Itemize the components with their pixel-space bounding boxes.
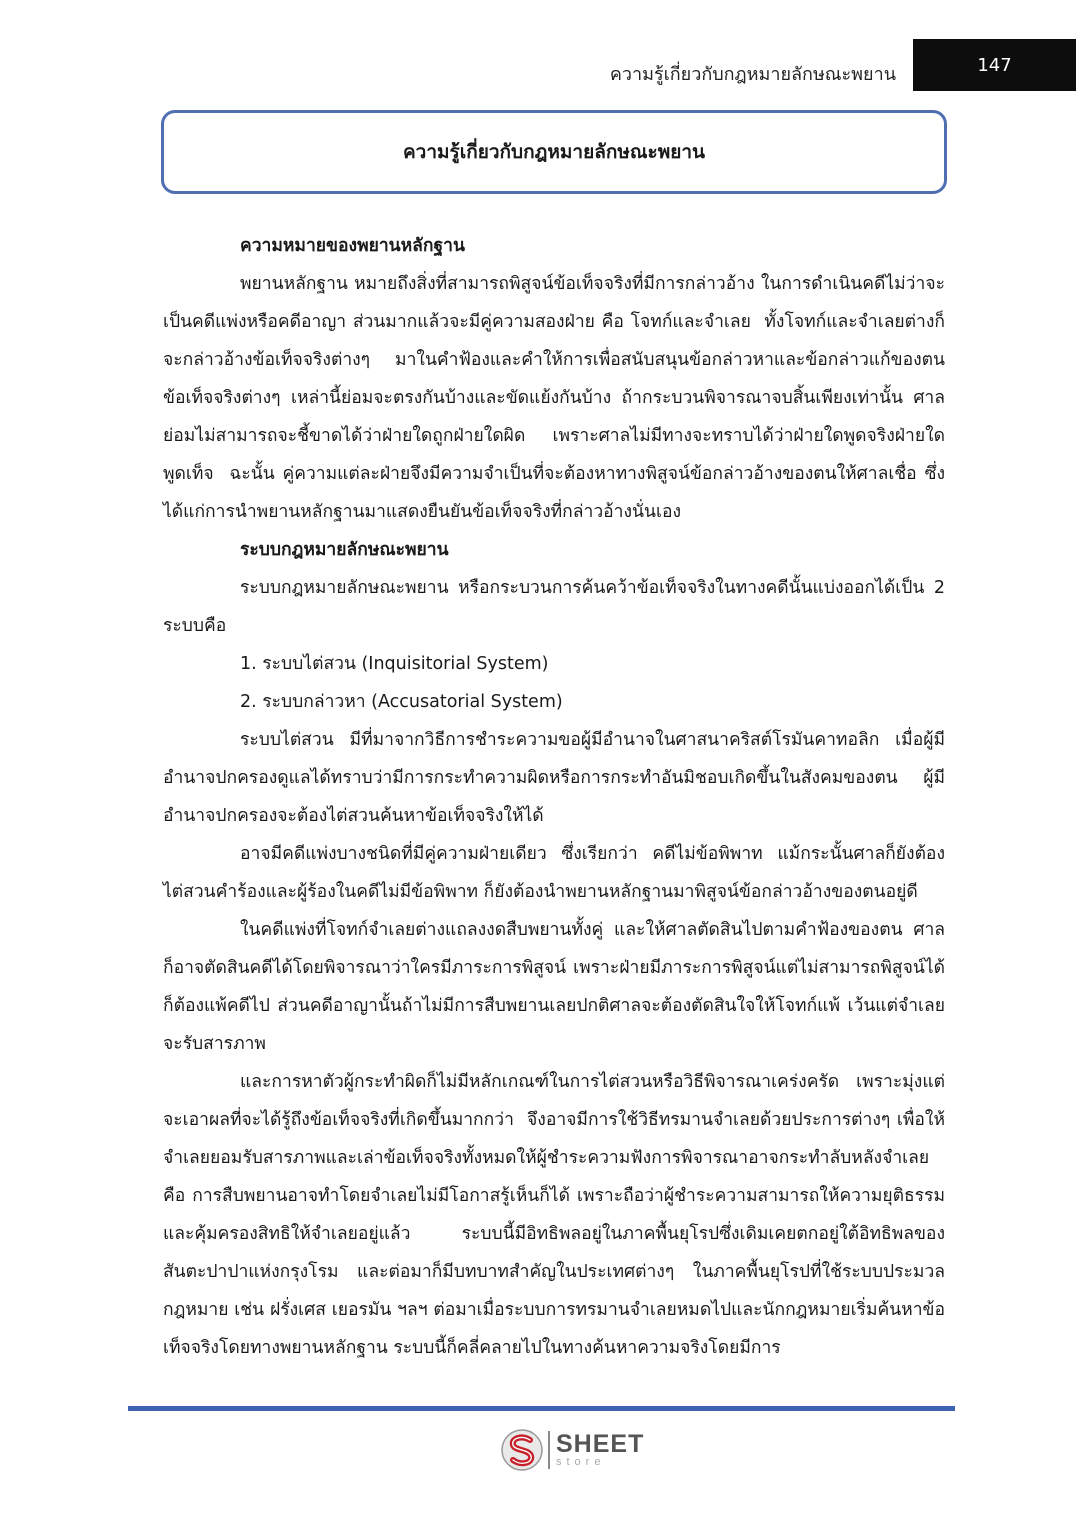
paragraph: ระบบกฎหมายลักษณะพยาน หรือกระบวนการค้นคว้าข้อเท็จจริงในทางคดีนั้นแบ่งออกได้เป็น 2 ระบบคือ xyxy=(163,578,951,636)
paragraph: ระบบไต่สวน มีที่มาจากวิธีการชำระความขอผู้มีอำนาจในศาสนาคริสต์โรมันคาทอลิก เมื่อผู้มีอำนาจปกครองดูแลได้ทราบว่ามีการกระทำความผิดหรือการกระทำอันมิชอบเกิดขึ้นในสังคมของตน ผู้มีอำนาจปกครองจะต้องไต่สวนค้นหาข้อเท็จจริงให้ได้ xyxy=(163,730,945,826)
running-header-title: ความรู้เกี่ยวกับกฎหมายลักษณะพยาน xyxy=(609,64,896,85)
logo-subtext: store xyxy=(556,1456,606,1468)
paragraph: ในคดีแพ่งที่โจทก์จำเลยต่างแถลงงดสืบพยานทั้งคู่ และให้ศาลตัดสินไปตามคำฟ้องของตน ศาลก็อาจตัดสินคดีได้โดยพิจารณาว่าใครมีภาระการพิสูจน์ เพราะฝ่ายมีภาระการพิสูจน์แต่ไม่สามารถพิสูจน์ได้ก็ต้องแพ้คดีไป ส่วนคดีอาญานั้นถ้าไม่มีการสืบพยานเลยปกติศาลจะต้องตัดสินใจให้โจทก์แพ้ เว้นแต่จำเลยจะรับสารภาพ xyxy=(163,920,945,1054)
list-item: 1. ระบบไต่สวน (Inquisitorial System) xyxy=(240,654,549,674)
logo-wordmark: SHEET xyxy=(556,1430,645,1458)
section-heading: ความหมายของพยานหลักฐาน xyxy=(240,236,465,256)
page-number: 147 xyxy=(977,54,1012,76)
title-box xyxy=(161,110,947,194)
list-item: 2. ระบบกล่าวหา (Accusatorial System) xyxy=(240,692,563,712)
sheet-store-s-icon xyxy=(500,1428,544,1472)
paragraph: พยานหลักฐาน หมายถึงสิ่งที่สามารถพิสูจน์ข้อเท็จจริงที่มีการกล่าวอ้าง ในการดำเนินคดีไม่ว่าจะเป็นคดีแพ่งหรือคดีอาญา ส่วนมากแล้วจะมีคู่ความสองฝ่าย คือ โจทก์และจำเลย ทั้งโจทก์และจำเลยต่างก็จะกล่าวอ้างข้อเท็จจริงต่างๆ มาในคำฟ้องและคำให้การเพื่อสนับสนุนข้อกล่าวหาและข้อกล่าวแก้ของตน ข้อเท็จจริงต่างๆ เหล่านี้ย่อมจะตรงกันบ้างและขัดแย้งกันบ้าง ถ้ากระบวนพิจารณาจบสิ้นเพียงเท่านั้น ศาลย่อมไม่สามารถจะชี้ขาดได้ว่าฝ่ายใดถูกฝ่ายใดผิด เพราะศาลไม่มีทางจะทราบได้ว่าฝ่ายใดพูดจริงฝ่ายใดพูดเท็จ ฉะนั้น คู่ความแต่ละฝ่ายจึงมีความจำเป็นที่จะต้องหาทางพิสูจน์ข้อกล่าวอ้างของตนให้ศาลเชื่อ ซึ่งได้แก่การนำพยานหลักฐานมาแสดงยืนยันข้อเท็จจริงที่กล่าวอ้างนั่นเอง xyxy=(163,274,951,522)
section-heading: ระบบกฎหมายลักษณะพยาน xyxy=(240,540,449,560)
paragraph: อาจมีคดีแพ่งบางชนิดที่มีคู่ความฝ่ายเดียว ซึ่งเรียกว่า คดีไม่ข้อพิพาท แม้กระนั้นศาลก็ยังต้องไต่สวนคำร้องและผู้ร้องในคดีไม่มีข้อพิพาท ก็ยังต้องนำพยานหลักฐานมาพิสูจน์ข้อกล่าวอ้างของตนอยู่ดี xyxy=(163,844,945,902)
body-content xyxy=(163,227,951,1367)
paragraph: และการหาตัวผู้กระทำผิดก็ไม่มีหลักเกณฑ์ในการไต่สวนหรือวิธีพิจารณาเคร่งครัด เพราะมุ่งแต่จะเอาผลที่จะได้รู้ถึงข้อเท็จจริงที่เกิดขึ้นมากกว่า จึงอาจมีการใช้วิธีทรมานจำเลยด้วยประการต่างๆ เพื่อให้จำเลยยอมรับสารภาพและเล่าข้อเท็จจริงทั้งหมดให้ผู้ชำระความฟังการพิจารณาอาจกระทำลับหลังจำเลย คือ การสืบพยานอาจทำโดยจำเลยไม่มีโอกาสรู้เห็นก็ได้ เพราะถือว่าผู้ชำระความสามารถให้ความยุติธรรมและคุ้มครองสิทธิให้จำเลยอยู่แล้ว ระบบนี้มีอิทธิพลอยู่ในภาคพื้นยุโรปซึ่งเดิมเคยตกอยู่ใต้อิทธิพลของสันตะปาปาแห่งกรุงโรม และต่อมาก็มีบทบาทสำคัญในประเทศต่างๆ ในภาคพื้นยุโรปที่ใช้ระบบประมวลกฎหมาย เช่น ฝรั่งเศส เยอรมัน ฯลฯ ต่อมาเมื่อระบบการทรมานจำเลยหมดไปและนักกฎหมายเริ่มค้นหาข้อเท็จจริงโดยทางพยานหลักฐาน ระบบนี้ก็คลี่คลายไปในทางค้นหาความจริงโดยมีการ xyxy=(163,1072,945,1358)
page-number-box xyxy=(913,39,1076,91)
sheet-store-logo xyxy=(500,1428,644,1472)
footer-divider xyxy=(128,1406,955,1411)
logo-separator xyxy=(548,1431,550,1469)
chapter-title: ความรู้เกี่ยวกับกฎหมายลักษณะพยาน xyxy=(402,141,706,163)
